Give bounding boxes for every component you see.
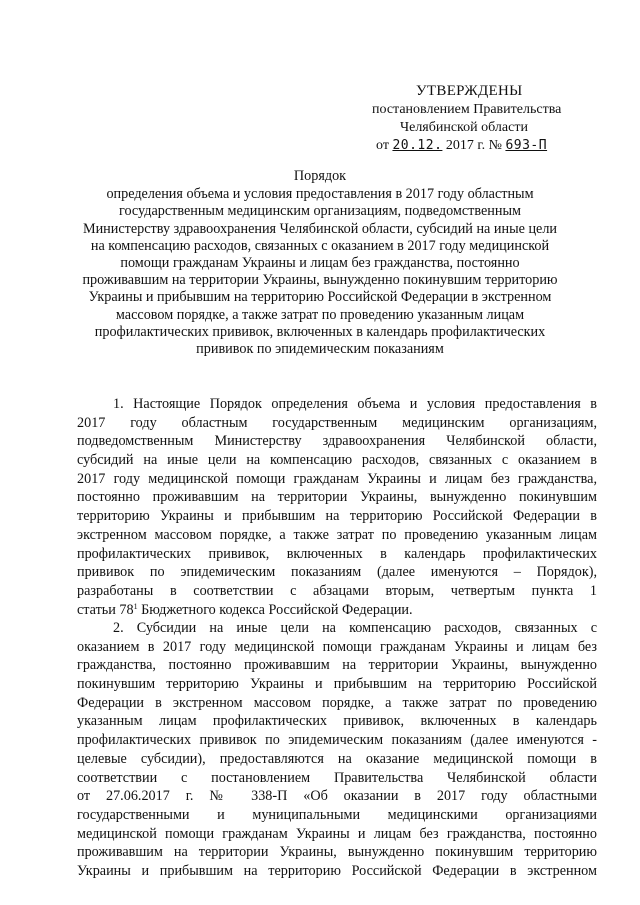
paragraph-line: оказанием в 2017 году медицинской помощи гражданам Украины и лицам без [77, 638, 597, 655]
paragraph-line: государственными и муниципальными медицинскими организациями [77, 806, 597, 823]
article-ref: статьи 78 [77, 601, 134, 618]
paragraph-line: экстренном массовом порядке, а также затрат по проведению указанным лицам [77, 526, 597, 543]
paragraph-line: подведомственным Министерству здравоохранения Челябинской области, [77, 433, 597, 450]
paragraph-line: прививок по эпидемическим показаниям (далее именуются – Порядок), [77, 564, 597, 581]
paragraph-line: указанным лицам профилактических прививок, включенных в календарь [77, 713, 597, 730]
paragraph-line: профилактических прививок по эпидемическим показаниям (далее именуются - [77, 732, 597, 749]
paragraph-line: 2017 году медицинской помощи гражданам Украины и лицам без гражданства, [77, 470, 597, 487]
paragraph-line: целевые субсидии), предоставляются на оказание медицинской помощи в [77, 750, 597, 767]
paragraph-line: субсидий на иные цели на компенсацию расходов, связанных с оказанием в [77, 452, 597, 469]
header-line: определения объема и условия предоставления в 2017 году областным [106, 186, 534, 203]
paragraph-line: постоянно проживавшим на территории Украины, вынужденно покинувшим [77, 489, 597, 506]
paragraph-line: соответствии с постановлением Правительства Челябинской области [77, 769, 597, 786]
header-line: массовом порядке, а также затрат по проведению указанным лицам [115, 306, 525, 323]
document-title: Порядок [293, 168, 347, 184]
header-line: прививок по эпидемическим показаниям [196, 341, 444, 358]
header-line: проживавшим на территории Украины, вынужденно покинувшим территорию [82, 272, 558, 289]
header-line: профилактических прививок, включенных в календарь профилактических [94, 323, 546, 340]
paragraph-line: от 27.06.2017 г. № 338-П «Об оказании в 2017 году областными [77, 788, 597, 805]
header-line: Украины и прибывшим на территорию Российской Федерации в экстренном [88, 289, 552, 306]
approval-date-line [376, 137, 602, 155]
approval-title: УТВЕРЖДЕНЫ [416, 83, 523, 99]
paragraph-line: медицинской помощи гражданам Украины и лицам без гражданства, постоянно [77, 825, 597, 842]
code-ref: Бюджетного кодекса Российской Федерации. [137, 601, 413, 618]
paragraph-line: разработаны в соответствии с абзацами вторым, четвертым пункта 1 [77, 582, 597, 599]
header-line: на компенсацию расходов, связанных с оказанием в 2017 году медицинской [90, 237, 550, 254]
approval-line-region: Челябинской области [400, 120, 528, 135]
paragraph-line: проживавшим на территории Украины, вынужденно покинувшим территорию [77, 844, 597, 861]
paragraph-line: Украины и прибывшим на территорию Российской Федерации в экстренном [77, 862, 597, 879]
date-prefix: от [376, 138, 389, 153]
paragraph-line: профилактических прививок, включенных в календарь профилактических [77, 545, 597, 562]
paragraph-line: гражданства, постоянно проживавшим на территории Украины, вынужденно [77, 657, 597, 674]
approval-stamp [372, 82, 602, 155]
paragraph-line: 2017 году областным государственным медицинским организациям, [77, 414, 597, 431]
paragraph-line: 2. Субсидии на иные цели на компенсацию расходов, связанных с [113, 620, 597, 636]
paragraph-line: территорию Украины и прибывшим на территорию Российской Федерации в [77, 508, 597, 525]
paragraph-line: 1. Настоящие Порядок определения объема и условия предоставления в [113, 396, 597, 412]
handwritten-date: 20.12. [392, 138, 443, 153]
document-header [70, 168, 570, 358]
header-line: Министерству здравоохранения Челябинской области, субсидий на иные цели [82, 220, 558, 237]
paragraph-line: Федерации в экстренном массовом порядке, а также затрат по проведению [77, 694, 597, 711]
paragraph-1 [77, 395, 597, 619]
date-year: 2017 г. № [445, 138, 502, 153]
approval-line-government: постановлением Правительства [372, 102, 562, 117]
article-superscript: 1 [133, 601, 138, 611]
paragraph-2 [77, 619, 597, 881]
paragraph-line: покинувшим территорию Украины и прибывшим на территорию Российской [77, 676, 597, 693]
handwritten-number: 693-П [505, 138, 548, 153]
header-line: помощи гражданам Украины и лицам без гражданства, постоянно [120, 255, 520, 272]
header-line: государственным медицинским организациям, подведомственным [119, 203, 521, 220]
paragraph-last-line [77, 601, 597, 620]
